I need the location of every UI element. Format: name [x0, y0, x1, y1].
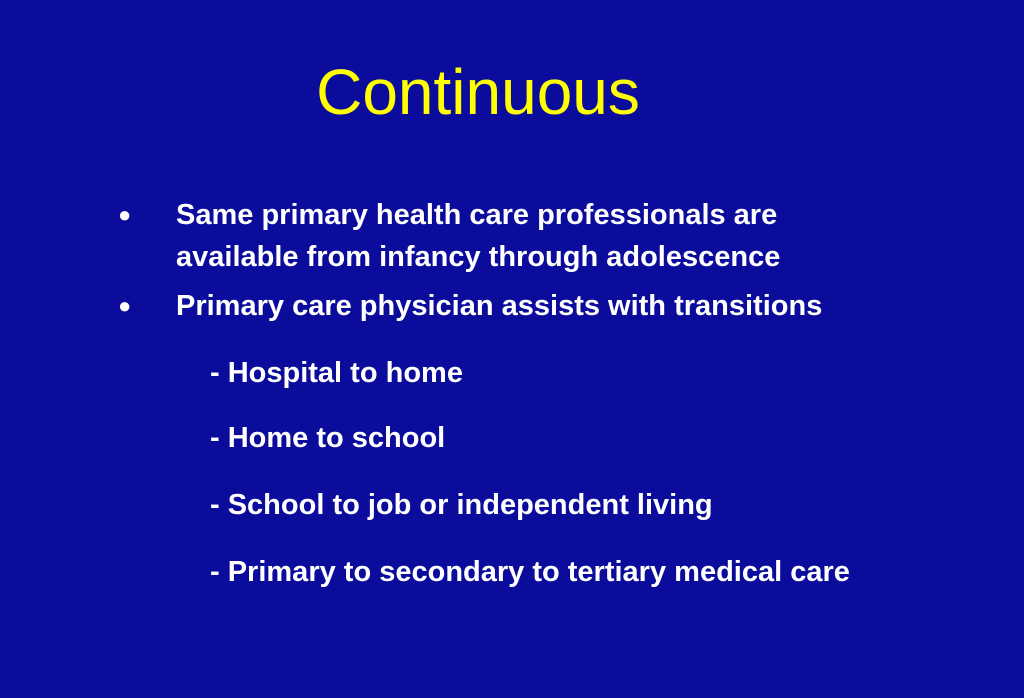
bullet-text — [176, 285, 996, 327]
slide-title: Continuous — [316, 56, 640, 128]
bullet-line: Same primary health care professionals are — [176, 199, 778, 231]
bullet-dot-icon: ● — [118, 293, 132, 318]
bullet-text — [176, 194, 996, 278]
bullet-line: available from infancy through adolescence — [176, 241, 781, 273]
sub-item: - Hospital to home — [210, 357, 463, 389]
sub-item: - School to job or independent living — [210, 489, 713, 521]
bullet-line: Primary care physician assists with transitions — [176, 290, 823, 322]
sub-item: - Primary to secondary to tertiary medical care — [210, 556, 850, 588]
sub-item: - Home to school — [210, 422, 446, 454]
bullet-dot-icon: ● — [118, 202, 132, 227]
